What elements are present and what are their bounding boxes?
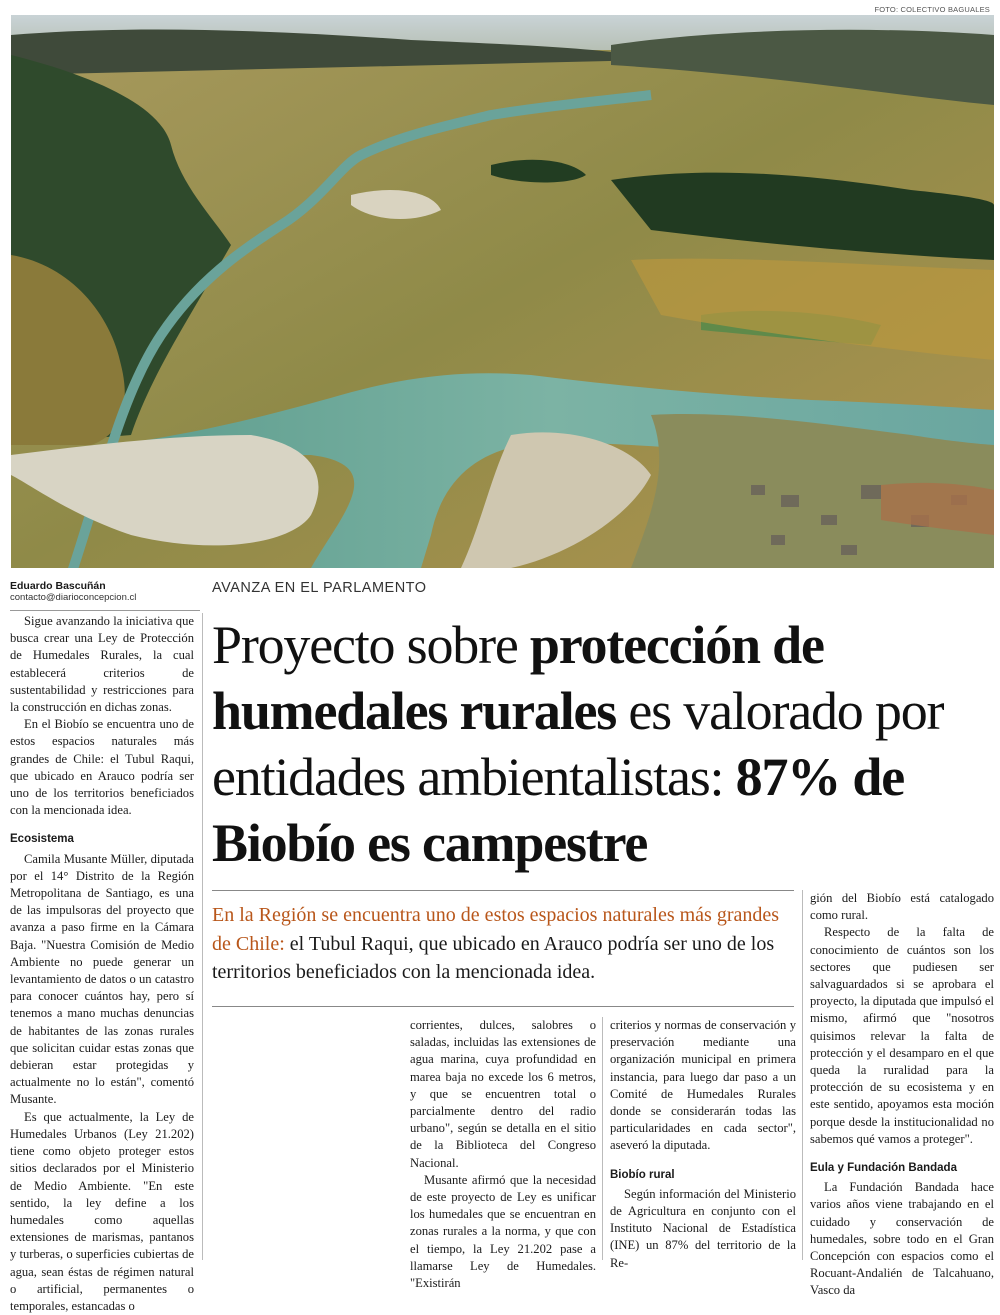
paragraph: En el Biobío se encuentra uno de estos espacios naturales más grandes de Chile: el Tubul Raqui, que ubicado en Arauco podría ser uno de los territorios beneficiados con la mencionada idea. bbox=[10, 717, 194, 818]
column-1 bbox=[10, 613, 194, 1315]
column-4 bbox=[810, 890, 994, 1300]
paragraph: Musante afirmó que la necesidad de este proyecto de Ley es unificar los humedales que se encuentran en zonas rurales a la norma, y que con el tiempo, la Ley 21.202 pase a llamarse Ley de Humedales. "Existirán bbox=[410, 1172, 596, 1291]
aerial-wetland-photo bbox=[11, 15, 994, 568]
paragraph: gión del Biobío está catalogado como rural. bbox=[810, 891, 994, 923]
headline bbox=[212, 612, 1000, 876]
column-2 bbox=[410, 1017, 596, 1292]
byline-author: Eduardo Bascuñán bbox=[10, 580, 106, 592]
paragraph: Según información del Ministerio de Agricultura en conjunto con el Instituto Nacional de Estadística (INE) un 87% del territorio de la Re- bbox=[610, 1186, 796, 1270]
headline-part-2: es valorado por entidades ambientalistas: bbox=[212, 681, 944, 807]
headline-bold-1: protección de humedales rurales bbox=[212, 615, 824, 741]
deck-text: el Tubul Raqui, que ubicado en Arauco podría ser uno de los territorios beneficiados con la mencionada idea. bbox=[212, 932, 775, 983]
byline-email: contacto@diarioconcepcion.cl bbox=[10, 592, 137, 603]
paragraph: Sigue avanzando la iniciativa que busca crear una Ley de Protección de Humedales Rurales, la cual establecerá criterios de sustentabilidad y restricciones para la construcción en dichas zonas. bbox=[10, 614, 194, 715]
byline-divider bbox=[10, 610, 200, 611]
deck-accent: En la Región se encuentra uno de estos espacios naturales más grandes de Chile: bbox=[212, 904, 780, 955]
column-3 bbox=[610, 1017, 796, 1272]
paragraph: Camila Musante Müller, diputada por el 14° Distrito de la Región Metropolitana de Santiago, es una de las impulsoras del proyecto que avanza a paso firme en la Cámara Baja. "Nuestra Comisión de Medio Ambiente no puede generar un levantamiento de datos o un catastro para conocer cuántos hay, pero sí tenemos a mano muchas denuncias de habitantes de las zonas rurales que solicitan cuidar estas zonas que debieran estar protegidas y actualmente no lo están", comentó Musante. bbox=[10, 851, 194, 1107]
paragraph: criterios y normas de conservación y preservación mediante una organización municipal en primera instancia, para luego dar paso a un Comité de Humedales Rurales donde se considerarán todas las particularidades en cada sector", aseveró la diputada. bbox=[610, 1018, 796, 1153]
deck-bottom-rule bbox=[212, 1006, 794, 1007]
paragraph: La Fundación Bandada hace varios años viene trabajando en el cuidado y conservación de humedales, sobre todo en el Gran Concepción con espacios como el Rocuant-Andalién de Talcahuano, Vasco da bbox=[810, 1180, 994, 1298]
paragraph: corrientes, dulces, salobres o saladas, incluidas las extensiones de agua marina, cuya profundidad en marea baja no excede los 6 metros, y que se encuentren total o parcialmente dentro del radio urbano", según se detalla en el sitio de la Biblioteca del Congreso Nacional. bbox=[410, 1018, 596, 1170]
deck-top-rule bbox=[212, 890, 794, 891]
column-rule bbox=[802, 890, 803, 1260]
deck bbox=[212, 901, 794, 987]
paragraph: Respecto de la falta de conocimiento de cuántos son los sectores que pudiesen ser salvaguardados si se aprobara el proyecto, la diputada que impulsó el mismo, afirmó que "nosotros quisimos relevar la falta de protección y el desamparo en el que queda la ruralidad para la protección de su ecosistema y en este sentido, apoyamos esta moción porque desde la institucionalidad no sabemos qué vamos a proteger". bbox=[810, 925, 994, 1146]
headline-part-1: Proyecto sobre bbox=[212, 615, 530, 675]
paragraph: Es que actualmente, la Ley de Humedales Urbanos (Ley 21.202) tiene como objeto proteger estos sitios declarados por el Ministerio de Medio Ambiente. "En este sentido, la ley define a los humedales como aquellas extensiones de marismas, pantanos y turberas, o superficies cubiertas de agua, sean éstas de régimen natural o artificial, permanentes o temporales, estancadas o bbox=[10, 1109, 194, 1313]
subhead-eula: Eula y Fundación Bandada bbox=[810, 1162, 957, 1175]
subhead-ecosistema: Ecosistema bbox=[10, 833, 74, 846]
subhead-biobio-rural: Biobío rural bbox=[610, 1168, 675, 1181]
column-rule bbox=[602, 1017, 603, 1260]
column-rule bbox=[202, 613, 203, 1260]
kicker: AVANZA EN EL PARLAMENTO bbox=[212, 580, 427, 596]
photo-credit: FOTO: COLECTIVO BAGUALES bbox=[874, 5, 990, 14]
headline-bold-2: 87% de Biobío es campestre bbox=[212, 747, 904, 873]
